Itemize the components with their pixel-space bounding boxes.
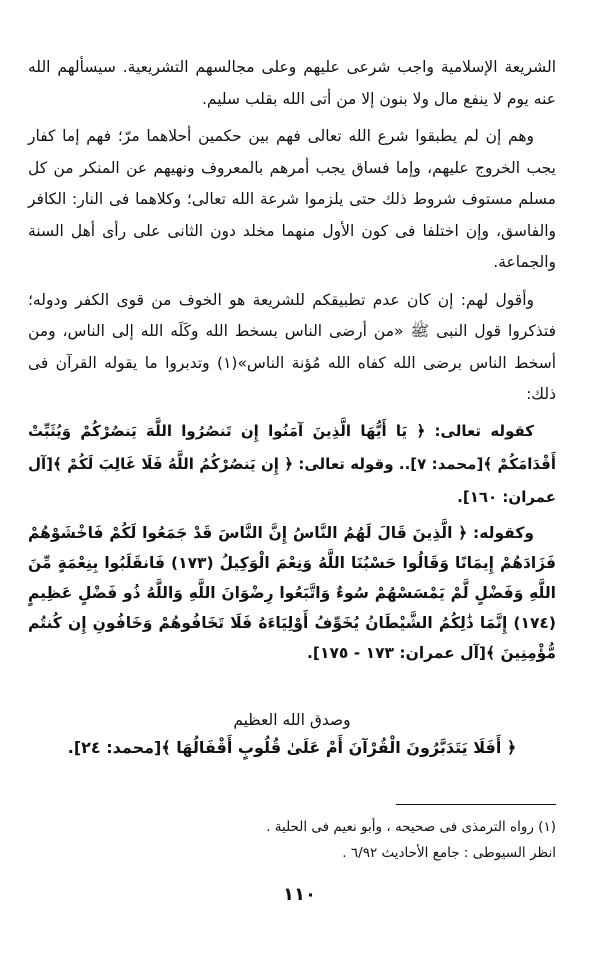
- footnote-1: (١) رواه الترمذى فى صحيحه ، وأبو نعيم فى الحلية .: [266, 819, 556, 835]
- closing-line: وصدق الله العظيم: [233, 711, 351, 729]
- page-number: ١١٠: [283, 884, 316, 905]
- paragraph-intro: الشريعة الإسلامية واجب شرعى عليهم وعلى مجالسهم التشريعية. سيسألهم الله عنه يوم لا ينفع مال ولا بنون إلا من أتى الله بقلب سليم.: [28, 58, 556, 108]
- closing-section: [28, 706, 556, 762]
- footnotes: [150, 814, 556, 866]
- paragraph-two-rulings: وهم إن لم يطبقوا شرع الله تعالى فهم بين حكمين أحلاهما مرّ؛ فهم إما كفار يجب الخروج عليهم، وإما فساق يجب أمرهم بالمعروف ونهيهم عن المنكر من كل مسلم مستوف شروط ذلك حتى يلزموا شرعة الله تعالى؛ وكلاهما فى النار: الكافر والفاسق، وإن اختلفا فى كون الأول منهما مخلد دون الثانى على رأى أهل السنة والجماعة.: [28, 127, 556, 271]
- paragraph-hadith: وأقول لهم: إن كان عدم تطبيقكم للشريعة هو الخوف من قوى الكفر ودوله؛ فتذكروا قول النبى ﷺ «من أرضى الناس بسخط الله وكَلَه الله إلى الناس، ومن أسخط الناس برضى الله كفاه الله مُؤنة الناس»(١) وتدبروا ما يقوله القرآن فى ذلك:: [28, 290, 557, 403]
- paragraph-quran-muhammad: كقوله تعالى: ﴿ يَا أَيُّهَا الَّذِينَ آمَنُوا إِن تَنصُرُوا اللَّهَ يَنصُرْكُمْ وَيُثَبِّتْ أَقْدَامَكُمْ ﴾[محمد: ٧].. وقوله تعالى: ﴿ إِن يَنصُرْكُمُ اللَّهُ فَلَا غَالِبَ لَكُمْ ﴾[آل عمران: ١٦٠].: [28, 421, 556, 506]
- page-body: [28, 52, 556, 668]
- paragraph-quran-al-imran: وكقوله: ﴿ الَّذِينَ قَالَ لَهُمُ النَّاسُ إِنَّ النَّاسَ قَدْ جَمَعُوا لَكُمْ فَاخْشَوْهُمْ فَزَادَهُمْ إِيمَانًا وَقَالُوا حَسْبُنَا اللَّهُ وَنِعْمَ الْوَكِيلُ (١٧٣) فَانقَلَبُوا بِنِعْمَةٍ مِّنَ اللَّهِ وَفَضْلٍ لَّمْ يَمْسَسْهُمْ سُوءٌ وَاتَّبَعُوا رِضْوَانَ اللَّهِ وَاللَّهُ ذُو فَضْلٍ عَظِيمٍ (١٧٤) إِنَّمَا ذَٰلِكُمُ الشَّيْطَانُ يُخَوِّفُ أَوْلِيَاءَهُ فَلَا تَخَافُوهُمْ وَخَافُونِ إِن كُنتُم مُّؤْمِنِينَ ﴾[آل عمران: ١٧٣ - ١٧٥].: [28, 523, 557, 662]
- footnote-divider: [396, 804, 556, 805]
- closing-verse: ﴿ أَفَلَا يَتَدَبَّرُونَ الْقُرْآنَ أَمْ عَلَىٰ قُلُوبٍ أَقْفَالُهَا ﴾[محمد: ٢٤].: [67, 738, 517, 757]
- footnote-1-source: انظر السيوطى : جامع الأحاديث ٦/٩٢ .: [342, 845, 556, 861]
